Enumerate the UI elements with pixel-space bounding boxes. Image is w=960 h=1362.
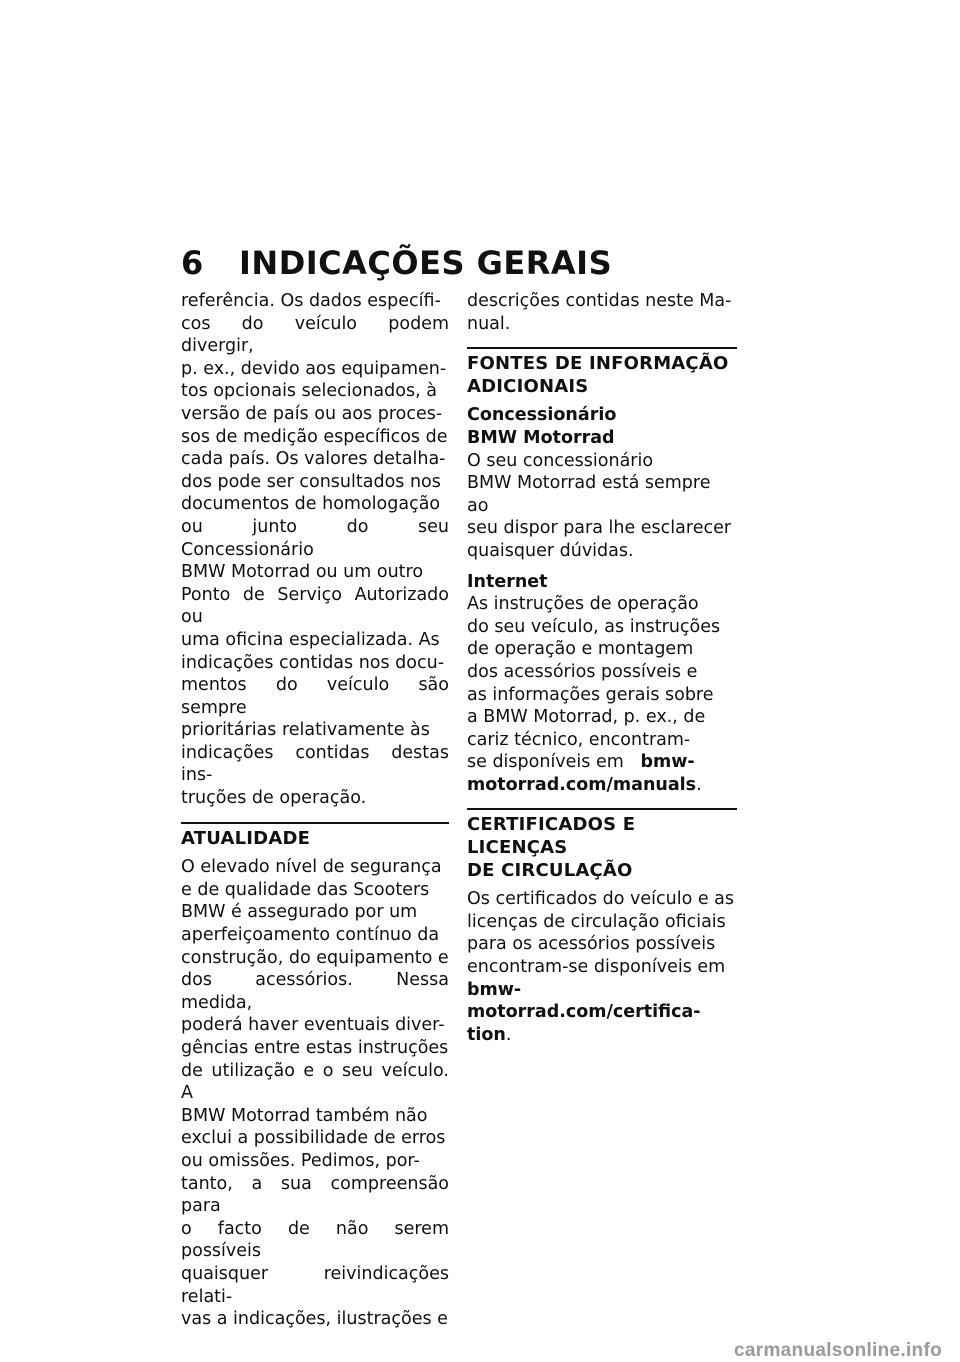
text-line: BMW Motorrad ou um outro <box>181 562 424 583</box>
text-line: versão de país ou aos proces- <box>181 403 443 424</box>
text-line: BMW é assegurado por um <box>181 902 418 923</box>
section-divider <box>181 822 449 824</box>
certification-link[interactable]: tion <box>467 1024 506 1045</box>
text-line: seu dispor para lhe esclarecer <box>467 518 732 539</box>
text-line: o facto de não serem possíveis <box>181 1218 449 1262</box>
text-line: dos acessórios. Nessa medida, <box>181 970 449 1013</box>
certificados-paragraph <box>467 888 737 1046</box>
text-line: do seu veículo, as instruções <box>467 616 721 637</box>
text-line: prioritárias relativamente às <box>181 720 430 741</box>
text-line: BMW Motorrad também não <box>181 1105 428 1126</box>
right-column <box>467 290 737 1046</box>
heading-line: BMW Motorrad <box>467 427 615 448</box>
section-heading-fontes <box>467 353 737 398</box>
text-line: Os certificados do veículo e as <box>467 889 735 910</box>
heading-line: ADICIONAIS <box>467 375 589 397</box>
text-line: quaisquer dúvidas. <box>467 540 634 561</box>
text-line: indicações contidas nos docu- <box>181 652 445 673</box>
text-line: dos pode ser consultados nos <box>181 471 441 492</box>
text-line: cada país. Os valores detalha- <box>181 449 446 470</box>
manuals-link[interactable]: motorrad.com/manuals <box>467 774 697 795</box>
text-line: p. ex., devido aos equipamen- <box>181 358 447 379</box>
dealer-paragraph <box>467 450 737 563</box>
text-line: As instruções de operação <box>467 594 699 615</box>
text-line: de utilização e o seu veículo. A <box>181 1060 449 1104</box>
text-line: nual. <box>467 313 511 334</box>
link-suffix: . <box>696 774 702 795</box>
text-line: poderá haver eventuais diver- <box>181 1015 445 1036</box>
intro-paragraph <box>467 290 737 335</box>
subheading-internet: Internet <box>467 571 548 592</box>
section-heading-certificados <box>467 814 737 882</box>
section-heading-atualidade: ATUALIDADE <box>181 827 311 849</box>
text-line: aperfeiçoamento contínuo da <box>181 925 440 946</box>
text-line: O seu concessionário <box>467 450 654 471</box>
subheading-dealer <box>467 404 737 449</box>
heading-line: Concessionário <box>467 405 617 426</box>
text-line <box>467 1024 737 1047</box>
text-line: tos opcionais selecionados, à <box>181 381 437 402</box>
left-column <box>181 290 449 1331</box>
text-line: as informações gerais sobre <box>467 684 714 705</box>
text-line: referência. Os dados específi- <box>181 291 441 311</box>
page-title <box>181 243 612 283</box>
text-line: construção, do equipamento e <box>181 947 449 968</box>
watermark: carmanualsonline.info <box>734 1340 942 1361</box>
text-line: sos de medição específicos de <box>181 426 448 447</box>
text-line: exclui a possibilidade de erros <box>181 1128 446 1149</box>
certification-link[interactable]: bmw-motorrad.com/certifica- <box>467 979 701 1023</box>
text-line: truções de operação. <box>181 788 367 809</box>
text-line: ou junto do seu Concessionário <box>181 516 449 560</box>
text-line: ou omissões. Pedimos, por- <box>181 1150 420 1171</box>
text-line: O elevado nível de segurança <box>181 857 442 878</box>
internet-paragraph <box>467 593 737 796</box>
text-line: para os acessórios possíveis <box>467 934 716 955</box>
text-line: uma oficina especializada. As <box>181 629 440 650</box>
text-line <box>467 774 737 797</box>
text-line: cos do veículo podem divergir, <box>181 313 449 357</box>
text-line: gências entre estas instruções <box>181 1038 449 1058</box>
link-prefix: se disponíveis em <box>467 752 624 773</box>
text-line: mentos do veículo são sempre <box>181 675 449 718</box>
spacer <box>467 563 737 571</box>
manuals-link[interactable]: bmw- <box>640 752 695 773</box>
chapter-title: INDICAÇÕES GERAIS <box>239 244 613 282</box>
heading-line: CERTIFICADOS E LICENÇAS <box>467 814 636 859</box>
text-line <box>467 751 737 774</box>
section-divider <box>467 808 737 810</box>
text-line: de operação e montagem <box>467 639 694 660</box>
text-line: quaisquer reivindicações relati- <box>181 1263 449 1307</box>
text-line: e de qualidade das Scooters <box>181 879 430 900</box>
text-line: descrições contidas neste Ma- <box>467 291 732 311</box>
text-line: BMW Motorrad está sempre ao <box>467 473 711 516</box>
heading-line: DE CIRCULAÇÃO <box>467 859 633 881</box>
atualidade-paragraph <box>181 856 449 1330</box>
heading-line: FONTES DE INFORMAÇÃO <box>467 353 729 375</box>
text-line: tanto, a sua compreensão para <box>181 1173 449 1217</box>
intro-paragraph <box>181 290 449 810</box>
section-divider <box>467 347 737 349</box>
text-line: dos acessórios possíveis e <box>467 661 698 682</box>
text-line: Ponto de Serviço Autorizado ou <box>181 584 449 628</box>
text-line: encontram-se disponíveis em <box>467 957 726 978</box>
text-line: vas a indicações, ilustrações e <box>181 1309 448 1330</box>
text-line: indicações contidas destas ins- <box>181 742 449 786</box>
text-line: cariz técnico, encontram- <box>467 729 691 750</box>
link-suffix: . <box>505 1024 512 1045</box>
text-line: documentos de homologação <box>181 494 441 515</box>
chapter-number: 6 <box>181 244 204 282</box>
text-line: licenças de circulação oficiais <box>467 911 726 932</box>
text-line: a BMW Motorrad, p. ex., de <box>467 707 706 728</box>
